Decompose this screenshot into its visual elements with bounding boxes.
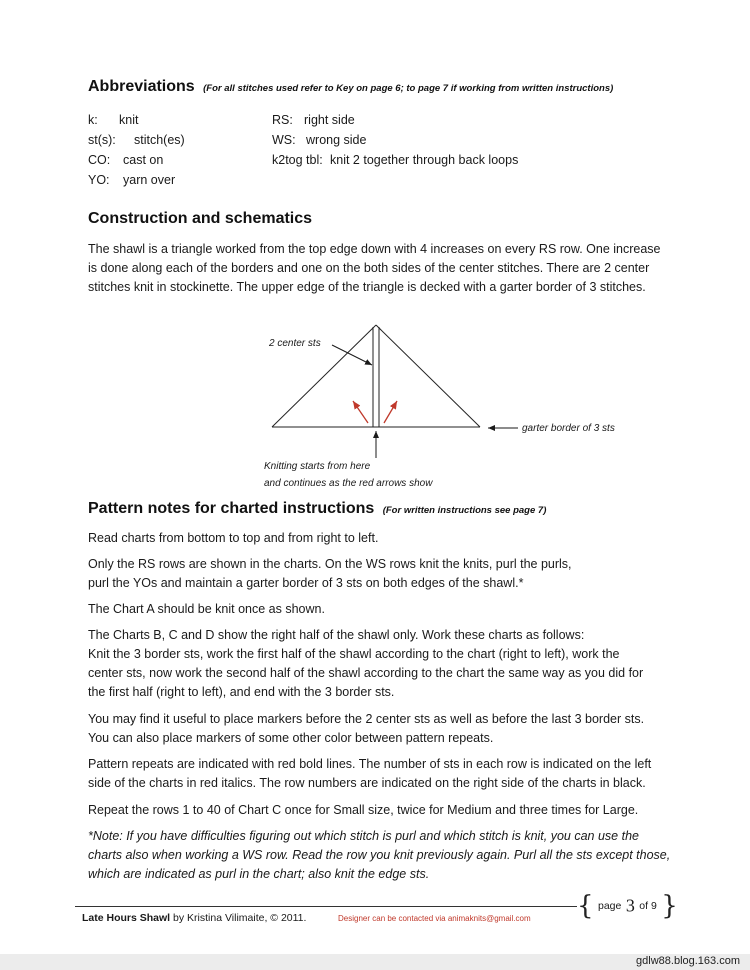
- label-garter-border: garter border of 3 sts: [522, 423, 615, 434]
- center-stitches-lines: [373, 327, 379, 427]
- paragraph-line: You can also place markers of some other color between pattern repeats.: [88, 731, 494, 745]
- paragraph-line: Read charts from bottom to top and from right to left.: [88, 531, 379, 545]
- abbr-meaning: wrong side: [306, 133, 367, 147]
- abbr-term: YO:: [88, 173, 110, 187]
- pattern-notes-heading: [88, 500, 546, 518]
- note-paragraph: [88, 555, 663, 593]
- paragraph-line: the first half (right to left), and end with the 3 border sts.: [88, 685, 395, 699]
- abbr-term: k2tog tbl:: [272, 153, 323, 167]
- caption-red-arrows: and continues as the red arrows show: [264, 478, 433, 489]
- italic-note-paragraph: [88, 827, 671, 884]
- paragraph-line: You may find it useful to place markers before the 2 center sts as well as before the last 3 border sts.: [88, 712, 645, 726]
- abbreviations-note: (For all stitches used refer to Key on page 6; to page 7 if working from written instructions): [203, 83, 614, 94]
- red-direction-arrow-left: [353, 401, 368, 423]
- paragraph-line: The Charts B, C and D show the right half of the shawl only. Work these charts as follows:: [88, 628, 585, 642]
- note-paragraph: [88, 755, 663, 793]
- abbr-term: RS:: [272, 113, 293, 127]
- note-paragraph: [88, 600, 663, 619]
- abbr-meaning: yarn over: [123, 173, 176, 187]
- footer-divider: [75, 906, 577, 907]
- paragraph-line: is done along each of the borders and one on the both sides of the center stitches. There are 2 center: [88, 261, 650, 275]
- note-paragraph: [88, 529, 663, 548]
- footer-credit: [82, 912, 306, 924]
- page-word: page: [598, 900, 622, 912]
- abbr-meaning: knit: [119, 113, 139, 127]
- paragraph-line: stitches knit in stockinette. The upper edge of the triangle is decked with a garter border of 3 stitches.: [88, 280, 646, 294]
- abbr-term: st(s):: [88, 133, 116, 147]
- abbreviations-title: Abbreviations: [88, 78, 195, 95]
- abbr-meaning: right side: [304, 113, 355, 127]
- watermark-text: gdlw88.blog.163.com: [636, 955, 740, 967]
- note-paragraph: [88, 626, 663, 702]
- abbr-meaning: stitch(es): [134, 133, 185, 147]
- pattern-notes-note: (For written instructions see page 7): [382, 505, 547, 516]
- note-paragraph: [88, 710, 663, 748]
- abbr-meaning: knit 2 together through back loops: [330, 153, 519, 167]
- paragraph-line: which are indicated as purl in the chart; also knit the edge sts.: [88, 867, 430, 881]
- paragraph-line: center sts, now work the second half of the shawl according to the chart the same way as you did for: [88, 666, 644, 680]
- page-number: 3: [625, 895, 635, 916]
- note-paragraph: [88, 801, 663, 820]
- footer-byline: by Kristina Vilimaite, © 2011.: [170, 912, 307, 924]
- caption-knitting-starts: Knitting starts from here: [264, 461, 371, 472]
- paragraph-line: Repeat the rows 1 to 40 of Chart C once for Small size, twice for Medium and three times for Large.: [88, 803, 639, 817]
- construction-heading: Construction and schematics: [88, 210, 313, 227]
- paragraph-line: Knit the 3 border sts, work the first half of the shawl according to the chart (right to left), work the: [88, 647, 620, 661]
- paragraph-line: side of the charts in red italics. The row numbers are indicated on the right side of the charts in black.: [88, 776, 646, 790]
- footer-contact: Designer can be contacted via animaknits@gmail.com: [338, 914, 531, 923]
- paragraph-line: Only the RS rows are shown in the charts. On the WS rows knit the knits, purl the purls,: [88, 557, 572, 571]
- pattern-notes-title: Pattern notes for charted instructions: [88, 500, 375, 517]
- page-of-total: of 9: [639, 900, 657, 912]
- page-indicator: [577, 893, 678, 923]
- paragraph-line: The shawl is a triangle worked from the top edge down with 4 increases on every RS row. One increase: [88, 242, 661, 256]
- paragraph-line: Pattern repeats are indicated with red bold lines. The number of sts in each row is indicated on the left: [88, 757, 652, 771]
- abbr-term: WS:: [272, 133, 296, 147]
- abbr-term: CO:: [88, 153, 111, 167]
- paragraph-line: purl the YOs and maintain a garter border of 3 sts on both edges of the shawl.*: [88, 576, 524, 590]
- abbr-meaning: cast on: [123, 153, 164, 167]
- paragraph-line: *Note: If you have difficulties figuring out which stitch is purl and which stitch is knit, you can use the: [88, 829, 639, 843]
- paragraph-line: charts also when working a WS row. Read the row you knit previously again. Purl all the sts except those,: [88, 848, 671, 862]
- brace-right: }: [661, 891, 678, 921]
- footer-pattern-name: Late Hours Shawl: [82, 912, 171, 924]
- brace-left: {: [577, 891, 594, 921]
- red-direction-arrow-right: [384, 401, 397, 423]
- label-center-sts: 2 center sts: [269, 338, 321, 349]
- abbr-term: k:: [88, 113, 98, 127]
- paragraph-line: The Chart A should be knit once as shown.: [88, 602, 325, 616]
